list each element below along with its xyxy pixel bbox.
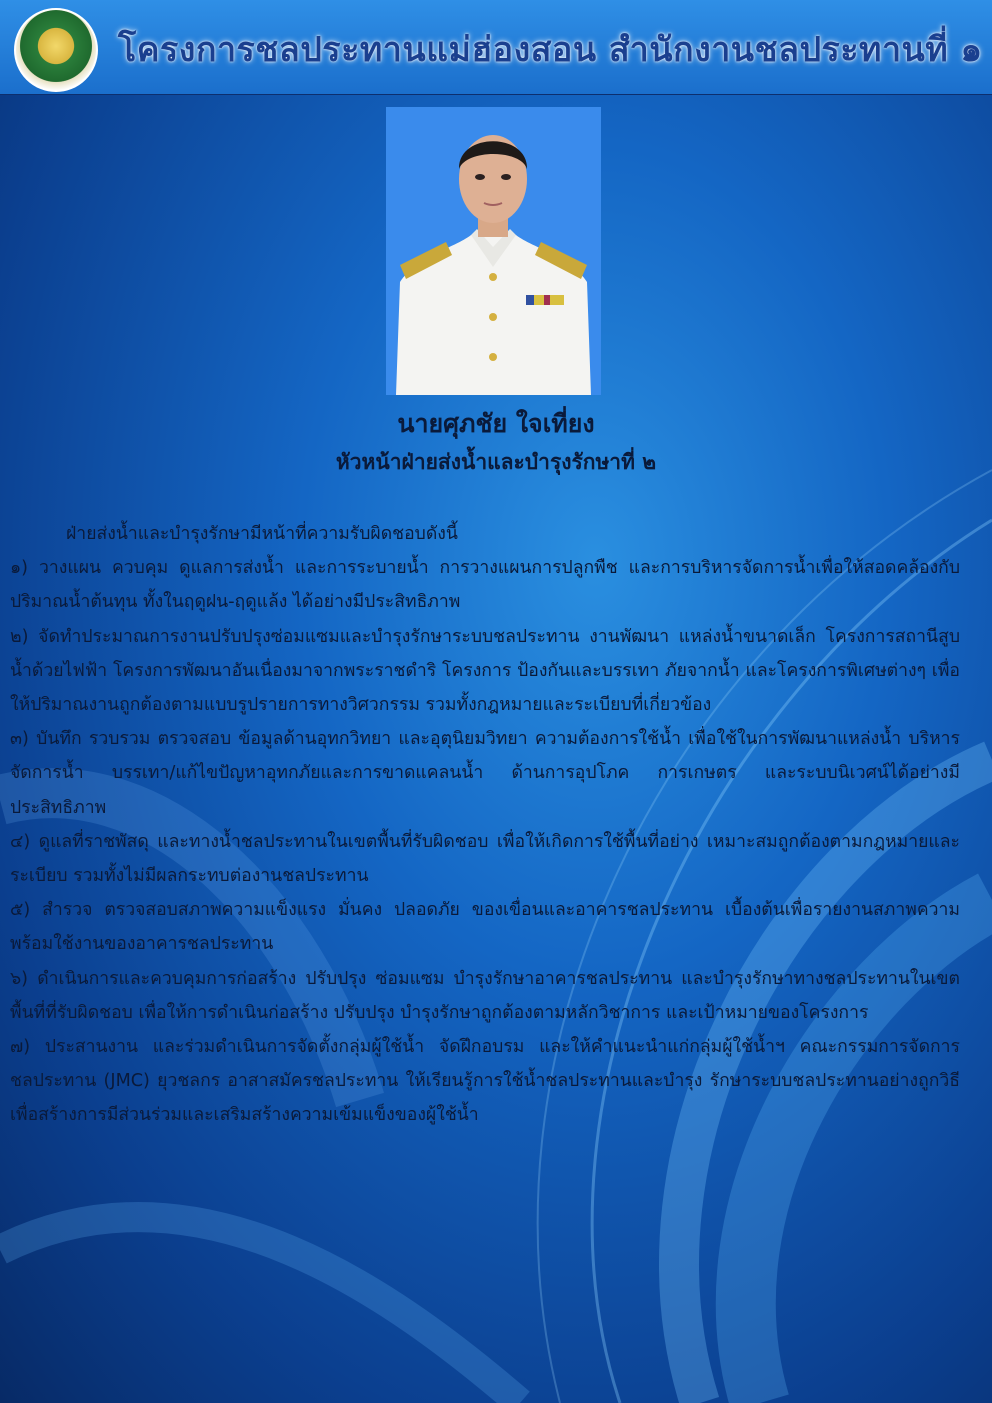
list-item: ๒) จัดทำประมาณการงานปรับปรุงซ่อมแซมและบำรุงรักษาระบบชลประทาน งานพัฒนา แหล่งน้ำขนาดเล็ก โครงการสถานีสูบน้ำด้วยไฟฟ้า โครงการพัฒนาอันเนื่องมาจากพระราชดำริ โครงการ ป้องกันและบรรเทา ภัยจากน้ำ และโครงการพิเศษต่างๆ เพื่อให้ปริมาณงานถูกต้องตามแบบรูปรายการทางวิศวกรรม รวมทั้งกฎหมายและระเบียบที่เกี่ยวข้อง	[10, 626, 960, 716]
header-title: โครงการชลประทานแม่ฮ่องสอน สำนักงานชลประทานที่ ๑	[118, 30, 983, 70]
responsibilities-text	[10, 517, 960, 1133]
person-name: นายศุภชัย ใจเที่ยง	[397, 409, 595, 438]
portrait-photo	[386, 107, 601, 395]
royal-irrigation-logo	[14, 8, 98, 92]
intro-paragraph: ฝ่ายส่งน้ำและบำรุงรักษามีหน้าที่ความรับผิดชอบดังนี้	[66, 524, 458, 544]
list-item: ๖) ดำเนินการและควบคุมการก่อสร้าง ปรับปรุง ซ่อมแซม บำรุงรักษาอาคารชลประทาน และบำรุงรักษาทางชลประทานในเขตพื้นที่ที่รับผิดชอบ เพื่อให้การดำเนินก่อสร้าง ปรับปรุง บำรุงรักษาถูกต้องตามหลักวิชาการ และเป้าหมายของโครงการ	[10, 968, 960, 1023]
list-item: ๓) บันทึก รวบรวม ตรวจสอบ ข้อมูลด้านอุทกวิทยา และอุตุนิยมวิทยา ความต้องการใช้น้ำ เพื่อใช้ในการพัฒนาแหล่งน้ำ บริหารจัดการน้ำ บรรเทา/แก้ไขปัญหาอุทกภัยและการขาดแคลนน้ำ ด้านการอุปโภค การเกษตร และระบบนิเวศน์ได้อย่างมีประสิทธิภาพ	[10, 729, 960, 818]
person-position: หัวหน้าฝ่ายส่งน้ำและบำรุงรักษาที่ ๒	[335, 450, 657, 474]
page-header	[0, 0, 992, 95]
list-item: ๔) ดูแลที่ราชพัสดุ และทางน้ำชลประทานในเขตพื้นที่รับผิดชอบ เพื่อให้เกิดการใช้พื้นที่อย่าง เหมาะสมถูกต้องตามกฎหมายและระเบียบ รวมทั้งไม่มีผลกระทบต่องานชลประทาน	[10, 831, 960, 887]
list-item: ๗) ประสานงาน และร่วมดำเนินการจัดตั้งกลุ่มผู้ใช้น้ำ จัดฝึกอบรม และให้คำแนะนำแก่กลุ่มผู้ใช้น้ำฯ คณะกรรมการจัดการชลประทาน (JMC) ยุวชลกร อาสาสมัครชลประทาน ให้เรียนรู้การใช้น้ำชลประทานและบำรุง รักษาระบบชลประทานอย่างถูกวิธี เพื่อสร้างการมีส่วนร่วมและเสริมสร้างความเข้มแข็งของผู้ใช้น้ำ	[10, 1037, 960, 1126]
list-item: ๕) สำรวจ ตรวจสอบสภาพความแข็งแรง มั่นคง ปลอดภัย ของเขื่อนและอาคารชลประทาน เบื้องต้นเพื่อรายงานสภาพความพร้อมใช้งานของอาคารชลประทาน	[10, 900, 960, 955]
list-item: ๑) วางแผน ควบคุม ดูแลการส่งน้ำ และการระบายน้ำ การวางแผนการปลูกพืช และการบริหารจัดการน้ำเพื่อให้สอดคล้องกับปริมาณน้ำต้นทุน ทั้งในฤดูฝน-ฤดูแล้ง ได้อย่างมีประสิทธิภาพ	[10, 558, 960, 613]
